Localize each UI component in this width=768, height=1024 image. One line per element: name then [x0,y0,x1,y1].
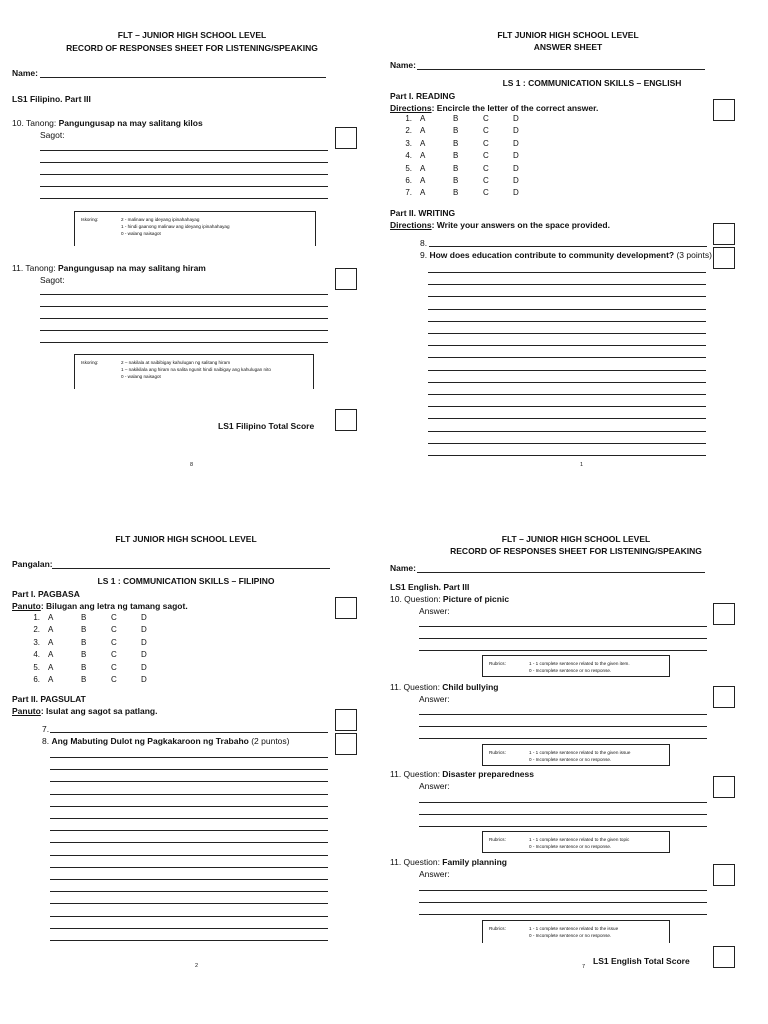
answer-choice[interactable]: C [483,126,489,136]
name-field-line[interactable] [40,77,326,78]
rubric-text [529,925,618,939]
answer-line[interactable] [50,855,328,856]
score-box-bullying[interactable] [713,686,735,708]
answer-choice[interactable]: D [513,126,519,136]
part-title: Part II. WRITING [390,208,456,218]
answer-choice[interactable]: A [420,163,426,173]
question-title: Pangungusap na may salitang kilos [58,118,203,128]
answer-line[interactable] [428,382,706,383]
rubric-line: 1 - 1 complete sentence related to the given topic [529,837,630,842]
total-score-label: LS1 English Total Score [593,956,690,966]
answer-line[interactable] [428,406,706,407]
page-number: 1 [580,462,584,468]
answer-line[interactable] [50,903,328,904]
answer-line[interactable] [428,309,706,310]
name-field-line[interactable] [417,69,705,70]
rubric-line: 0 - Incomplete sentence or no response. [529,668,612,673]
answer-choice[interactable]: C [483,138,489,148]
directions-label: Directions [390,220,432,230]
question-title: Family planning [442,857,507,867]
rubric-text [529,749,630,763]
question-11 [12,263,206,273]
score-box-reading[interactable] [713,99,735,121]
page-number: 8 [190,462,194,468]
score-box-family[interactable] [713,864,735,886]
answer-choice[interactable]: D [141,613,147,622]
rubric-text [529,836,629,850]
rubric-line: 1 - 1 complete sentence related to the given item. [529,661,630,666]
answer-choice[interactable]: D [513,114,519,123]
answer-line[interactable] [50,879,328,880]
rubric-line: 0 - walang naisagot [121,374,161,379]
question-8 [42,736,290,746]
score-box-q9[interactable] [713,247,735,269]
answer-label: Answer: [419,606,450,616]
answer-choice[interactable]: A [420,126,426,136]
directions-text: : Isulat ang sagot sa patlang. [40,706,158,716]
name-label: Name: [12,68,38,78]
answer-choice[interactable]: C [483,114,489,123]
answer-choice[interactable]: C [483,151,489,161]
answer-line[interactable] [50,842,328,843]
name-label: Pangalan: [12,559,53,569]
answer-choice[interactable]: B [453,151,459,161]
item-number: 2. [33,625,40,635]
answer-choice[interactable]: B [453,126,459,136]
answer-line[interactable] [50,940,328,941]
rubric-line: 1 - 1 complete sentence related to the given issue [529,750,631,755]
rubric-text [121,216,230,237]
rubric-line: 1 - 1 complete sentence related to the issue [529,926,619,931]
answer-choice[interactable]: A [48,650,54,660]
page-header-subtitle: ANSWER SHEET [533,42,603,52]
answer-choice[interactable]: B [81,650,87,660]
answer-line[interactable] [419,914,707,915]
rubric-label: Rubrics: [489,926,506,931]
answer-choice[interactable]: A [420,188,426,198]
directions [390,220,610,230]
rubric-line: 1 - hindi gaanong malinaw ang ideyang ipinahahayag [121,224,230,229]
item-number: 6. [405,175,412,185]
answer-line[interactable] [428,296,706,297]
answer-choice[interactable]: A [48,662,54,672]
answer-choice[interactable]: A [420,151,426,161]
name-field-line[interactable] [417,572,705,573]
answer-line[interactable] [50,806,328,807]
question-number: 11. Question: [390,769,443,779]
answer-choice[interactable]: B [453,188,459,198]
question-title: Picture of picnic [442,594,510,604]
answer-choice[interactable]: C [111,674,117,684]
answer-line[interactable] [40,306,328,307]
question-number: 10. Tanong: [12,118,59,128]
item-number: 8. [420,238,428,248]
answer-line[interactable] [50,757,328,758]
question-title: Ang Mabuting Dulot ng Pagkakaroon ng Trabaho [51,736,249,746]
rubric-label: Rubrics: [489,661,506,666]
answer-choice[interactable]: C [111,662,117,672]
section-title: LS 1 : COMMUNICATION SKILLS – ENGLISH [502,78,682,88]
rubric-label: Rubrics: [489,837,506,842]
answer-line[interactable] [50,732,328,733]
question-10 [390,594,509,604]
answer-line[interactable] [419,650,707,651]
question-number: 11. Question: [390,682,443,692]
item-number: 7. [405,188,412,198]
answer-line[interactable] [419,638,707,639]
answer-line[interactable] [419,890,707,891]
item-number: 4. [405,151,412,161]
item-number: 3. [405,138,412,148]
question-9 [420,250,712,260]
item-number: 5. [405,163,412,173]
score-box-picnic[interactable] [713,603,735,625]
answer-line[interactable] [50,818,328,819]
directions-text: : Encircle the letter of the correct answer. [431,103,599,113]
rubric-line: 1 – nakikilala ang hiram na salita ngunit hindi naibigay ang kahulugan nito [121,367,271,372]
answer-label: Sagot: [40,130,65,140]
answer-line[interactable] [40,318,328,319]
answer-line[interactable] [50,794,328,795]
answer-line[interactable] [50,891,328,892]
answer-choice[interactable]: D [141,650,147,660]
rubric-line: 0 - walang naisagot [121,231,161,236]
score-box-q11[interactable] [335,268,357,290]
item-number: 9. [420,250,428,260]
answer-choice[interactable]: D [141,662,147,672]
answer-line[interactable] [40,342,328,343]
name-label: Name: [390,563,416,573]
item-number: 1. [33,613,40,622]
answer-choice[interactable]: B [453,114,459,123]
answer-line[interactable] [428,321,706,322]
answer-line[interactable] [428,431,706,432]
answer-choice[interactable]: C [111,650,117,660]
rubric-line: 0 - Incomplete sentence or no response. [529,757,612,762]
answer-line[interactable] [428,455,706,456]
scoring-rubric-q11 [74,354,314,389]
answer-choice[interactable]: D [141,637,147,647]
answer-choice[interactable]: B [81,662,87,672]
item-number: 1. [405,114,412,123]
answer-choices-grid [20,612,161,686]
answer-choice[interactable]: D [141,625,147,635]
directions-label: Panuto [12,601,41,611]
directions-label: Panuto [12,706,41,716]
answer-label: Sagot: [40,275,65,285]
item-number: 4. [33,650,40,660]
question-11-disaster [390,769,534,779]
rubric-bullying [482,744,670,766]
rubric-label: Rubrics: [489,750,506,755]
question-number: 11. Question: [390,857,443,867]
answer-choice[interactable]: B [81,674,87,684]
answer-choice[interactable]: D [513,151,519,161]
item-number: 5. [33,662,40,672]
directions [12,601,188,611]
answer-line[interactable] [40,294,328,295]
page-filipino-listening-speaking [0,0,384,512]
answer-choice[interactable]: D [513,163,519,173]
answer-choice[interactable]: A [420,114,426,123]
score-box-q8[interactable] [713,223,735,245]
rubric-label: Iskoring: [81,360,99,365]
answer-choice[interactable]: C [483,175,489,185]
answer-line[interactable] [40,162,328,163]
score-box-pagbasa[interactable] [335,597,357,619]
directions [390,103,598,113]
answer-line[interactable] [428,333,706,334]
answer-label: Answer: [419,781,450,791]
answer-line[interactable] [40,330,328,331]
total-score-box[interactable] [713,946,735,968]
answer-choice[interactable]: A [420,138,426,148]
answer-line[interactable] [419,714,707,715]
item-number: 3. [33,637,40,647]
answer-line[interactable] [428,357,706,358]
answer-line[interactable] [428,345,706,346]
rubric-text [529,660,630,674]
directions-text: : Write your answers on the space provided. [431,220,610,230]
answer-line[interactable] [40,150,328,151]
question-10 [12,118,203,128]
answer-choice[interactable]: B [453,138,459,148]
answer-line[interactable] [50,769,328,770]
section-title: LS 1 : COMMUNICATION SKILLS – FILIPINO [97,576,275,586]
answer-choice[interactable]: C [111,625,117,635]
answer-line[interactable] [50,928,328,929]
directions [12,706,157,716]
name-label: Name: [390,60,416,70]
rubric-picnic [482,655,670,677]
answer-choice[interactable]: D [513,188,519,198]
answer-label: Answer: [419,869,450,879]
question-title: Disaster preparedness [442,769,534,779]
answer-choice[interactable]: A [48,674,54,684]
rubric-line: 0 - Incomplete sentence or no response. [529,844,612,849]
part-title: Part I. READING [390,91,456,101]
answer-choice[interactable]: A [48,637,54,647]
page-header-title: FLT – JUNIOR HIGH SCHOOL LEVEL [501,534,651,544]
question-11-family [390,857,507,867]
answer-line[interactable] [428,443,706,444]
answer-choice[interactable]: D [513,138,519,148]
rubric-disaster [482,831,670,853]
answer-line[interactable] [419,902,707,903]
answer-choice[interactable]: D [513,175,519,185]
answer-line[interactable] [428,418,706,419]
rubric-family [482,920,670,943]
page-header-title: FLT JUNIOR HIGH SCHOOL LEVEL [497,30,639,40]
answer-line[interactable] [50,781,328,782]
answer-line[interactable] [419,826,707,827]
page-english-answer-sheet [384,0,768,512]
score-box-q8[interactable] [335,733,357,755]
rubric-label: Iskoring: [81,217,99,222]
answer-label: Answer: [419,694,450,704]
answer-line[interactable] [428,284,706,285]
question-title: Pangungusap na may salitang hiram [58,263,206,273]
question-number: 10. Question: [390,594,443,604]
rubric-text [121,359,271,380]
answer-line[interactable] [419,738,707,739]
answer-choice[interactable]: B [81,613,87,622]
item-number: 6. [33,674,40,684]
rubric-line: 0 - Incomplete sentence or no response. [529,933,612,938]
directions-label: Directions [390,103,432,113]
page-english-listening-speaking [384,512,768,1024]
score-box-q10[interactable] [335,127,357,149]
page-header-title: FLT JUNIOR HIGH SCHOOL LEVEL [115,534,257,544]
answer-choice[interactable]: A [48,613,54,622]
directions-text: : Bilugan ang letra ng tamang sagot. [40,601,188,611]
item-number: 2. [405,126,412,136]
part-title: Part II. PAGSULAT [12,694,86,704]
answer-line[interactable] [419,802,707,803]
total-score-label: LS1 Filipino Total Score [218,421,315,431]
answer-choices-grid [392,113,533,200]
question-points: (2 puntos) [248,736,290,746]
answer-line[interactable] [429,246,707,247]
answer-line[interactable] [428,272,706,273]
total-score-box[interactable] [335,409,357,431]
question-11 [390,682,499,692]
answer-line[interactable] [50,916,328,917]
answer-choice[interactable]: B [453,175,459,185]
question-number: 11. Tanong: [12,263,59,273]
answer-choice[interactable]: C [483,188,489,198]
answer-choice[interactable]: D [141,674,147,684]
question-points: (3 points) [674,250,712,260]
answer-choice[interactable]: C [111,637,117,647]
answer-line[interactable] [419,726,707,727]
page-number: 2 [195,963,199,969]
answer-line[interactable] [40,198,328,199]
answer-choice[interactable]: B [81,637,87,647]
answer-line[interactable] [50,867,328,868]
question-title: Child bullying [442,682,499,692]
item-number: 7. [42,724,50,734]
score-box-q7[interactable] [335,709,357,731]
section-title: LS1 English. Part III [390,582,470,592]
page-number: 7 [582,964,586,970]
scoring-rubric-q10 [74,211,316,246]
answer-choice[interactable]: A [48,625,54,635]
answer-choice[interactable]: B [81,625,87,635]
answer-line[interactable] [428,394,706,395]
page-header-subtitle: RECORD OF RESPONSES SHEET FOR LISTENING/SPEAKING [450,546,702,556]
answer-line[interactable] [40,186,328,187]
question-title: How does education contribute to community development? [429,250,675,260]
answer-line[interactable] [419,814,707,815]
page-header-subtitle: RECORD OF RESPONSES SHEET FOR LISTENING/SPEAKING [66,43,318,53]
item-number: 8. [42,736,50,746]
answer-choice[interactable]: C [483,163,489,173]
answer-choice[interactable]: B [453,163,459,173]
answer-line[interactable] [50,830,328,831]
rubric-line: 2 - malinaw ang ideyang ipinahahayag [121,217,200,222]
page-filipino-answer-sheet [0,512,384,1024]
rubric-line: 2 – nakilala at naibibigay kahulugan ng salitang hiram [121,360,231,365]
answer-choice[interactable]: C [111,613,117,622]
answer-line[interactable] [40,174,328,175]
answer-line[interactable] [428,370,706,371]
page-header-title: FLT – JUNIOR HIGH SCHOOL LEVEL [117,30,267,40]
name-field-line[interactable] [52,568,330,569]
answer-choice[interactable]: A [420,175,426,185]
part-title: Part I. PAGBASA [12,589,80,599]
section-title: LS1 Filipino. Part III [12,94,91,104]
score-box-disaster[interactable] [713,776,735,798]
answer-line[interactable] [419,626,707,627]
